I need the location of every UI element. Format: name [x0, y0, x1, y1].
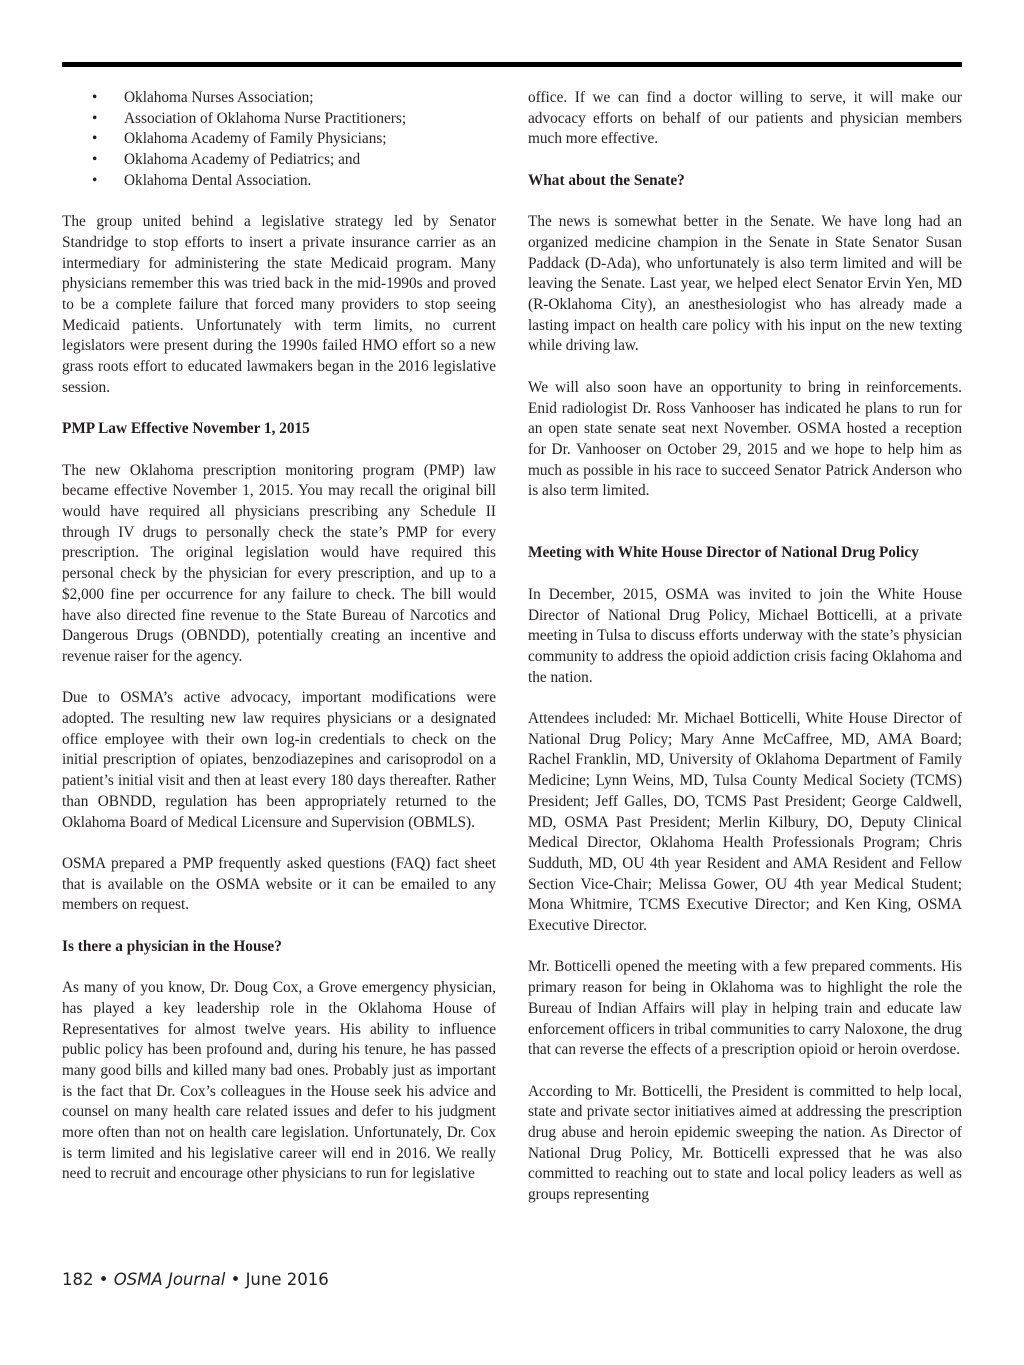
bullet-icon: • — [92, 151, 98, 169]
organization-list — [62, 88, 496, 192]
page-number: 182 — [62, 1270, 94, 1289]
paragraph-pmp-faq: OSMA prepared a PMP frequently asked questions (FAQ) fact sheet that is available on the OSMA website or it can be emailed to any members on request. — [62, 854, 496, 914]
journal-name: OSMA Journal — [113, 1270, 226, 1289]
list-item: • Oklahoma Academy of Pediatrics; and — [62, 150, 496, 171]
heading-white-house-meeting: Meeting with White House Director of National Drug Policy — [528, 544, 919, 562]
list-item: • Association of Oklahoma Nurse Practitioners; — [62, 109, 496, 130]
paragraph-osma-advocacy: Due to OSMA’s active advocacy, important modifications were adopted. The resulting new law requires physicians or a designated office employee with their own log-in credentials to check on the initial prescription of opiates, benzodiazepines and carisoprodol on a patient’s initial visit and then at least every 180 days thereafter. Rather than OBNDD, regulation has been appropriately returned to the Oklahoma Board of Medical Licensure and Supervision (OBMLS). — [62, 689, 496, 831]
bullet-icon: • — [92, 171, 98, 189]
paragraph-doug-cox: As many of you know, Dr. Doug Cox, a Grove emergency physician, has played a key leadership role in the Oklahoma House of Representatives for almost twelve years. His ability to influence public policy has been profound and, during his tenure, he has passed many good bills and killed many bad ones. Probably just as important is the fact that Dr. Cox’s colleagues in the House seek his advice and counsel on many health care related issues and defer to his judgment more often than not on health care legislation. Unfortunately, Dr. Cox is term limited and his legislative career will end in 2016. We really need to recruit and encourage other physicians to run for legislative — [62, 979, 496, 1183]
heading-physician-house: Is there a physician in the House? — [62, 937, 282, 955]
bullet-icon: • — [92, 109, 98, 127]
paragraph-legislative-strategy: The group united behind a legislative strategy led by Senator Standridge to stop efforts to insert a private insurance carrier as an intermediary for administering the state Medicaid program. Many physicians remember this was tried back in the mid-1990s and proved to be a complete failure that forced many providers to stop seeing Medicaid patients. Unfortunately with term limits, no current legislators were present during the 1990s failed HMO effort so a new grass roots effort to educated lawmakers began in the 2016 legislative session. — [62, 213, 496, 396]
paragraph-attendees: Attendees included: Mr. Michael Botticelli, White House Director of National Drug Policy; Mary Anne McCaffree, MD, AMA Board; Rachel Franklin, MD, University of Oklahoma Department of Family Medicine; Lynn Weins, MD, Tulsa County Medical Society (TCMS) President; Jeff Galles, DO, TCMS Past President; George Caldwell, MD, OSMA Past President; Merlin Kilbury, DO, Deputy Clinical Medical Director, Oklahoma Health Professionals Program; Chris Sudduth, MD, OU 4th year Resident and AMA Resident and Fellow Section Vice-Chair; Melissa Gower, OU 4th year Medical Student; Mona Whitmire, TCMS Executive Director; and Ken King, OSMA Executive Director. — [528, 710, 962, 935]
heading-pmp-law: PMP Law Effective November 1, 2015 — [62, 420, 310, 438]
paragraph-reinforcements: We will also soon have an opportunity to bring in reinforcements. Enid radiologist Dr. Ross Vanhooser has indicated he plans to run for an open state senate seat next November. OSMA hosted a reception for Dr. Vanhooser on October 29, 2015 and we hope to help him as much as possible in his race to succeed Senator Patrick Anderson who is also term limited. — [528, 378, 962, 500]
bullet-icon: • — [92, 130, 98, 148]
page-footer — [62, 1270, 329, 1289]
paragraph-botticelli-comments: Mr. Botticelli opened the meeting with a few prepared comments. His primary reason for being in Oklahoma was to highlight the role the Bureau of Indian Affairs will play in helping train and educate law enforcement officers in tribal communities to carry Naloxone, the drug that can reverse the effects of a prescription opioid or heroin overdose. — [528, 958, 962, 1059]
heading-senate: What about the Senate? — [528, 171, 685, 189]
list-item: • Oklahoma Dental Association. — [62, 171, 496, 192]
paragraph-president-commitment: According to Mr. Botticelli, the President is committed to help local, state and private sector initiatives aimed at addressing the prescription drug abuse and heroin epidemic sweeping the nation. As Director of National Drug Policy, Mr. Botticelli expressed that he was also committed to reaching out to state and local policy leaders as well as groups representing — [528, 1082, 962, 1204]
paragraph-office-continued: office. If we can find a doctor willing to serve, it will make our advocacy efforts on behalf of our patients and physician members much more effective. — [528, 89, 962, 148]
list-item: • Oklahoma Nurses Association; — [62, 88, 496, 109]
right-column — [528, 88, 962, 1206]
header-rule — [62, 62, 962, 67]
list-item: • Oklahoma Academy of Family Physicians; — [62, 129, 496, 150]
paragraph-pmp-law: The new Oklahoma prescription monitoring program (PMP) law became effective November 1, 2015. You may recall the original bill would have required all physicians prescribing any Schedule II through IV drugs to personally check the state’s PMP for every prescription. The original legislation would have required this personal check by the physician for every prescription, and up to a $2,000 fine per occurrence for any failure to check. The bill would have also directed fine revenue to the State Bureau of Narcotics and Dangerous Drugs (OBNDD), potentially creating an incentive and revenue raiser for the agency. — [62, 461, 496, 665]
footer-separator: • — [230, 1270, 241, 1289]
bullet-icon: • — [92, 89, 98, 106]
footer-separator: • — [98, 1270, 109, 1289]
issue-date: June 2016 — [245, 1270, 329, 1289]
paragraph-senate-news: The news is somewhat better in the Senate. We have long had an organized medicine champion in the Senate in State Senator Susan Paddack (D-Ada), who unfortunately is also term limited and will be leaving the Senate. Last year, we helped elect Senator Ervin Yen, MD (R-Oklahoma City), an anesthesiologist who has already made a lasting impact on health care policy with his input on the new texting while driving law. — [528, 213, 962, 355]
left-column — [62, 88, 496, 1185]
paragraph-december-meeting: In December, 2015, OSMA was invited to join the White House Director of National Drug Policy, Michael Botticelli, at a private meeting in Tulsa to discuss efforts underway with the state’s physician community to address the opioid addiction crisis facing Oklahoma and the nation. — [528, 585, 962, 686]
